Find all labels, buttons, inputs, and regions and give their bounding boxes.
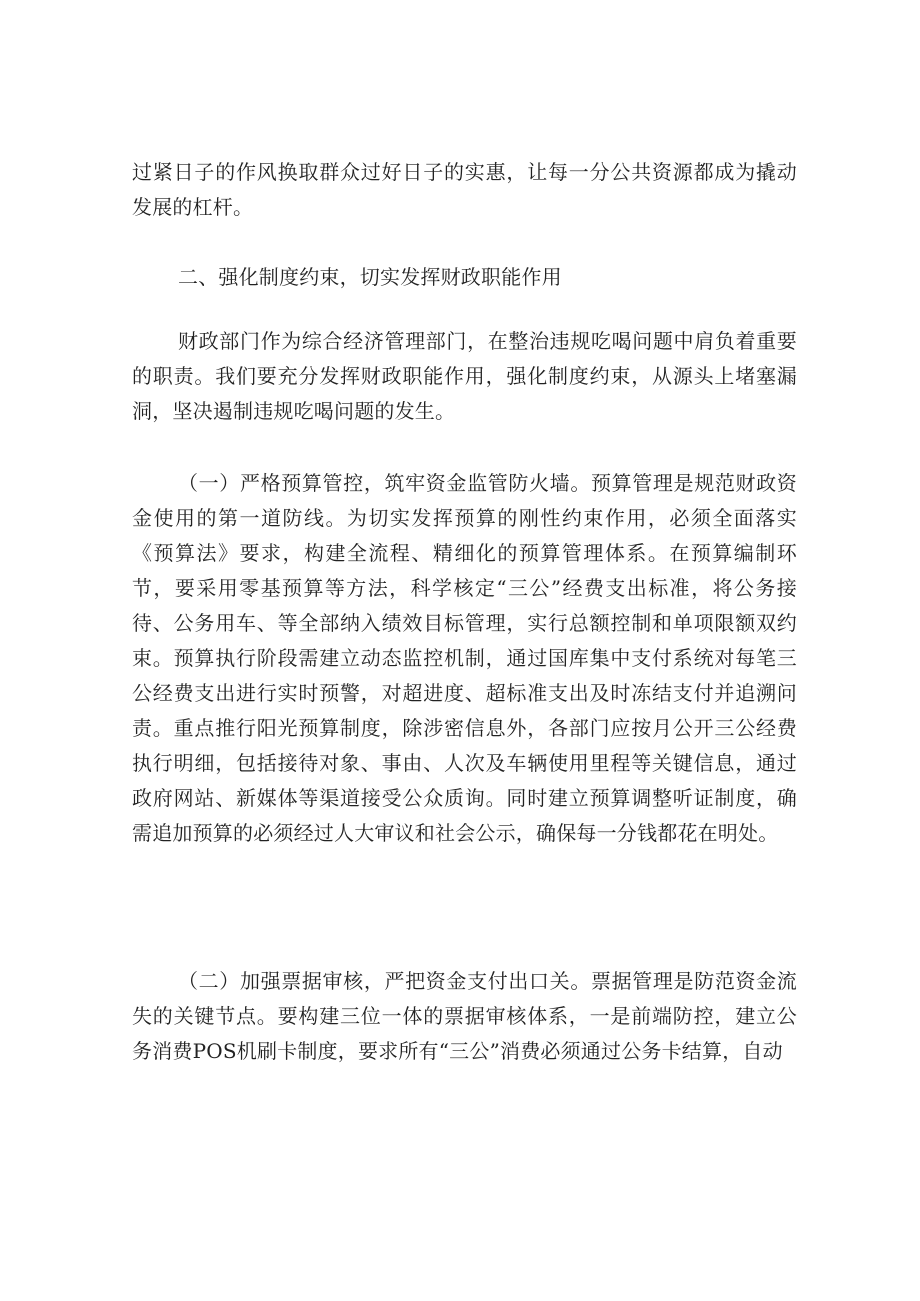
paragraph-continuation: 过紧日子的作风换取群众过好日子的实惠，让每一分公共资源都成为撬动发展的杠杆。 <box>132 160 797 219</box>
paragraph-budget-control: （一）严格预算管控，筑牢资金监管防火墙。预算管理是规范财政资金使用的第一道防线。为切实发挥预算的刚性约束作用，必须全面落实《预算法》要求，构建全流程、精细化的预算管理体系。在预算编制环节，要采用零基预算等方法，科学核定“三公”经费支出标准，将公务接待、公务用车、等全部纳入绩效目标管理，实行总额控制和单项限额双约束。预算执行阶段需建立动态监控机制，通过国库集中支付系统对每笔三公经费支出进行实时预警，对超进度、超标准支出及时冻结支付并追溯问责。重点推行阳光预算制度，除涉密信息外，各部门应按月公开三公经费执行明细，包括接待对象、事由、人次及车辆使用里程等关键信息，通过政府网站、新媒体等渠道接受公众质询。同时建立预算调整听证制度，确需追加预算的必须经过人大审议和社会公示，确保每一分钱都花在明处。 <box>132 471 797 845</box>
section-heading: 二、强化制度约束，切实发挥财政职能作用 <box>178 265 562 289</box>
paragraph-intro: 财政部门作为综合经济管理部门，在整治违规吃喝问题中肩负着重要的职责。我们要充分发挥财政职能作用，强化制度约束，从源头上堵塞漏洞，坚决遏制违规吃喝问题的发生。 <box>132 329 797 423</box>
paragraph-receipt-audit: （二）加强票据审核，严把资金支付出口关。票据管理是防范资金流失的关键节点。要构建三位一体的票据审核体系，一是前端防控，建立公务消费POS机刷卡制度，要求所有“三公”消费必须通过公务卡结算，自动 <box>132 969 797 1063</box>
